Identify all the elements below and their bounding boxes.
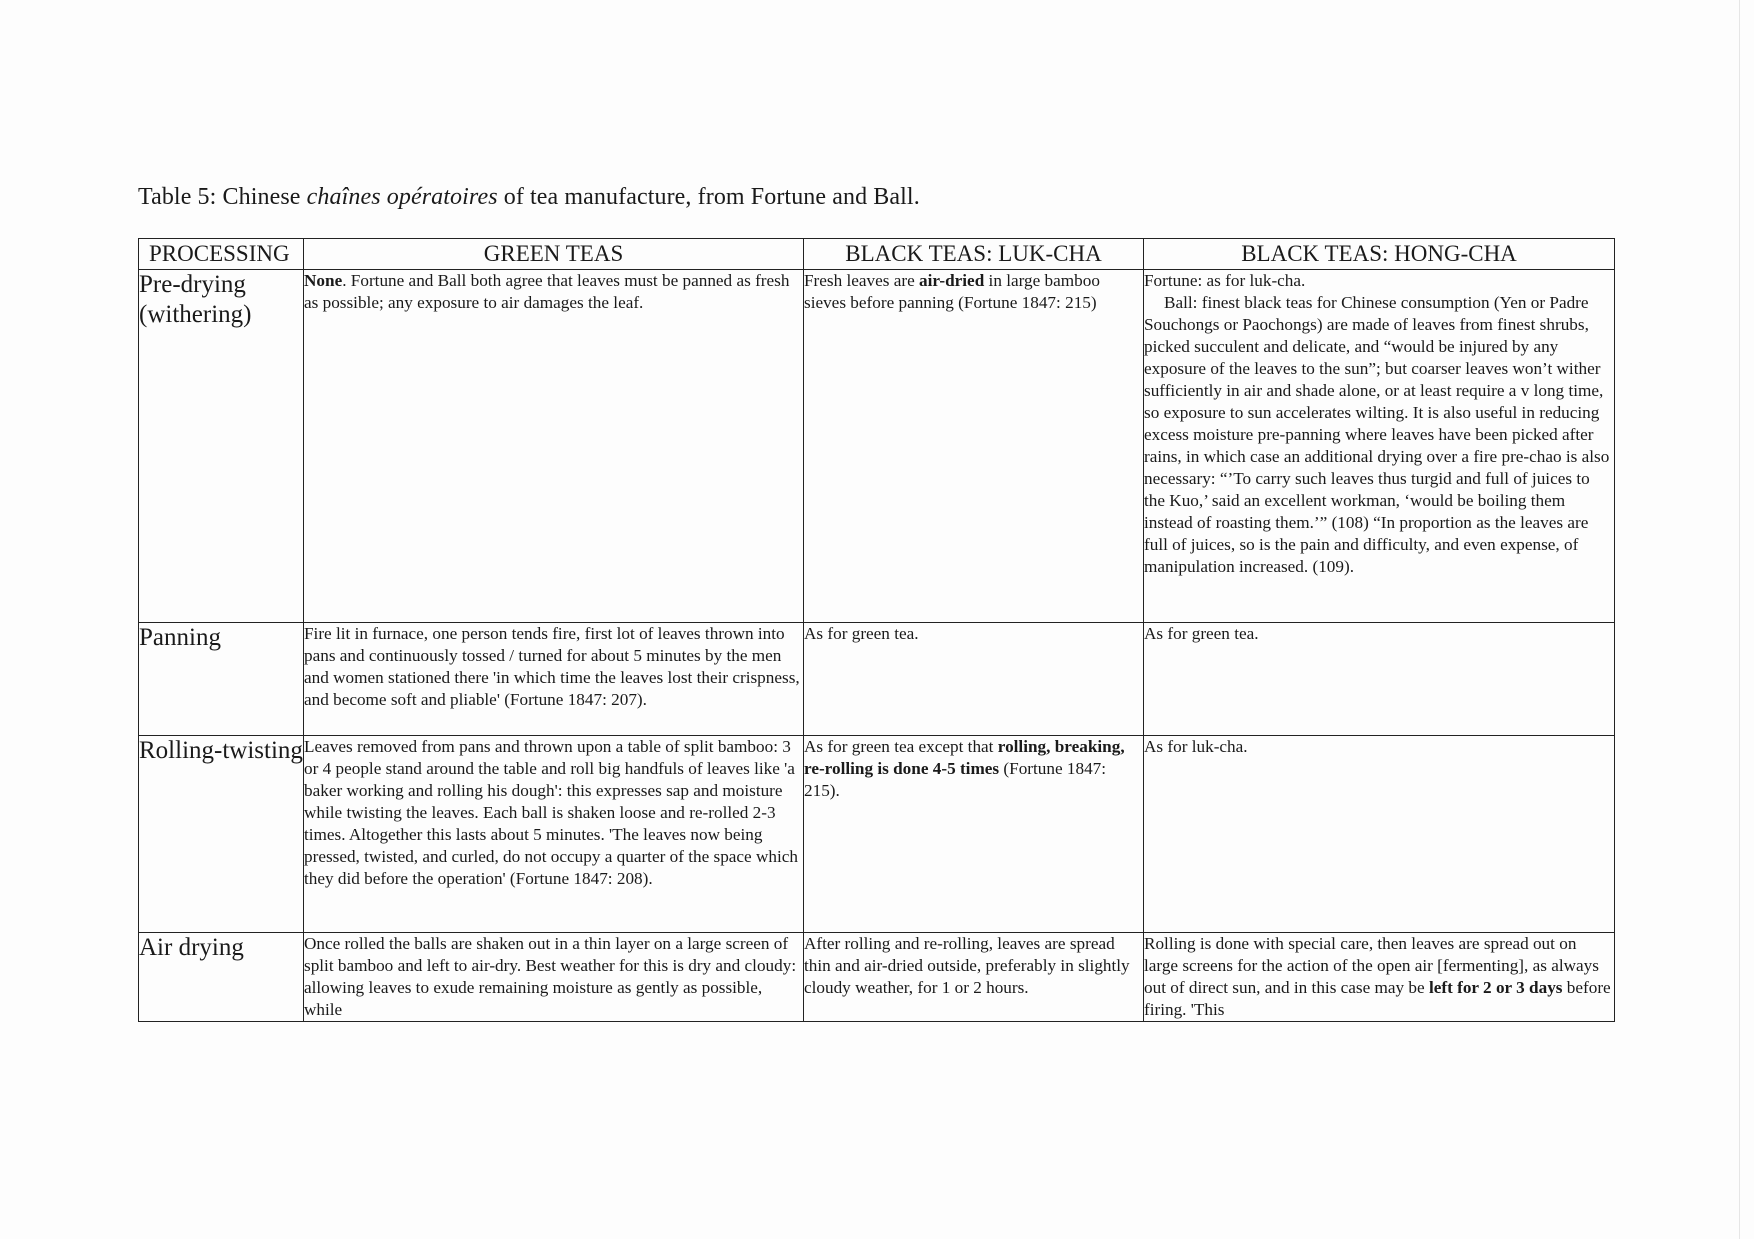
- page-edge: [1739, 0, 1740, 1239]
- cell-text: in large bamboo sieves before panning (Fortune 1847: 215): [804, 271, 1100, 312]
- stage-cell: Panning: [139, 623, 304, 736]
- green-cell: [304, 270, 804, 623]
- green-cell: Fire lit in furnace, one person tends fire, first lot of leaves thrown into pans and continuously tossed / turned for about 5 minutes by the men and women stationed there 'in which time the leaves lost their crispness, and become soft and pliable' (Fortune 1847: 207).: [304, 623, 804, 736]
- stage-cell: Rolling-twisting: [139, 736, 304, 933]
- cell-text: . Fortune and Ball both agree that leaves must be panned as fresh as possible; any exposure to air damages the leaf.: [304, 271, 790, 312]
- luk-cha-cell: As for green tea.: [804, 623, 1144, 736]
- green-cell: Leaves removed from pans and thrown upon a table of split bamboo: 3 or 4 people stand around the table and roll big handfuls of leaves like 'a baker working and rolling his dough': this expresses sap and moisture while twisting the leaves. Each ball is shaken loose and re-rolled 2-3 times. Altogether this lasts about 5 minutes. 'The leaves now being pressed, twisted, and curled, do not occupy a quarter of the space which they did before the operation' (Fortune 1847: 208).: [304, 736, 804, 933]
- caption-prefix: Table 5: Chinese: [138, 184, 307, 210]
- stage-cell: Pre-drying (withering): [139, 270, 304, 623]
- cell-text: Fortune: as for luk-cha.: [1144, 271, 1306, 290]
- cell-text: Rolling is done with special care, then leaves are spread out on large screens for the action of the open air [fermenting], as always out of direct sun, and in this case may be: [1144, 934, 1599, 997]
- luk-cha-cell: [804, 270, 1144, 623]
- hong-cha-cell: [1144, 933, 1615, 1022]
- stage-cell: Air drying: [139, 933, 304, 1022]
- table-row: [139, 933, 1615, 1022]
- luk-cha-cell: [804, 736, 1144, 933]
- bold-text: air-dried: [919, 271, 985, 290]
- header-row: [139, 239, 1615, 270]
- luk-cha-cell: After rolling and re-rolling, leaves are spread thin and air-dried outside, preferably in slightly cloudy weather, for 1 or 2 hours.: [804, 933, 1144, 1022]
- bold-text: rolling, breaking, re-rolling is done 4-5 times: [804, 737, 1125, 778]
- bold-text: None: [304, 271, 343, 290]
- header-black-hong-cha: BLACK TEAS: HONG-CHA: [1144, 239, 1615, 270]
- cell-text: before firing. 'This: [1144, 978, 1611, 1019]
- bold-text: left for 2 or 3 days: [1428, 978, 1563, 997]
- cell-paragraph: [1144, 292, 1614, 578]
- tea-manufacture-table: [138, 238, 1615, 1022]
- green-cell: Once rolled the balls are shaken out in a thin layer on a large screen of split bamboo and left to air-dry. Best weather for this is dry and cloudy: allowing leaves to exude remaining moisture as gently as possible, while: [304, 933, 804, 1022]
- cell-text: Fresh leaves are: [804, 271, 920, 290]
- header-green-teas: GREEN TEAS: [304, 239, 804, 270]
- header-processing: PROCESSING: [139, 239, 304, 270]
- hong-cha-cell: As for luk-cha.: [1144, 736, 1615, 933]
- table-row: [139, 270, 1615, 623]
- caption-italic: chaînes opératoires: [306, 184, 498, 210]
- cell-text: (Fortune 1847: 215).: [804, 759, 1107, 800]
- header-black-luk-cha: BLACK TEAS: LUK-CHA: [804, 239, 1144, 270]
- hong-cha-cell: As for green tea.: [1144, 623, 1615, 736]
- table-row: [139, 736, 1615, 933]
- table-caption: [138, 184, 920, 211]
- hong-cha-cell: [1144, 270, 1615, 623]
- cell-text: As for green tea except that: [804, 737, 998, 756]
- table-row: [139, 623, 1615, 736]
- caption-suffix: of tea manufacture, from Fortune and Ball.: [497, 184, 920, 210]
- cell-text: Ball: finest black teas for Chinese consumption (Yen or Padre Souchongs or Paochongs) are made of leaves from finest shrubs, picked succulent and delicate, and “would be injured by any exposure of the leaves to the sun”; but coarser leaves won’t wither sufficiently in air and shade alone, or at least require a v long time, so exposure to sun accelerates wilting. It is also useful in reducing excess moisture pre-panning where leaves have been picked after rains, in which case an additional drying over a fire pre-chao is also necessary: “’To carry such leaves thus turgid and full of juices to the Kuo,’ said an excellent workman, ‘would be boiling them instead of roasting them.’” (108) “In proportion as the leaves are full of juices, so is the pain and difficulty, and even expense, of manipulation increased. (109).: [1144, 293, 1610, 576]
